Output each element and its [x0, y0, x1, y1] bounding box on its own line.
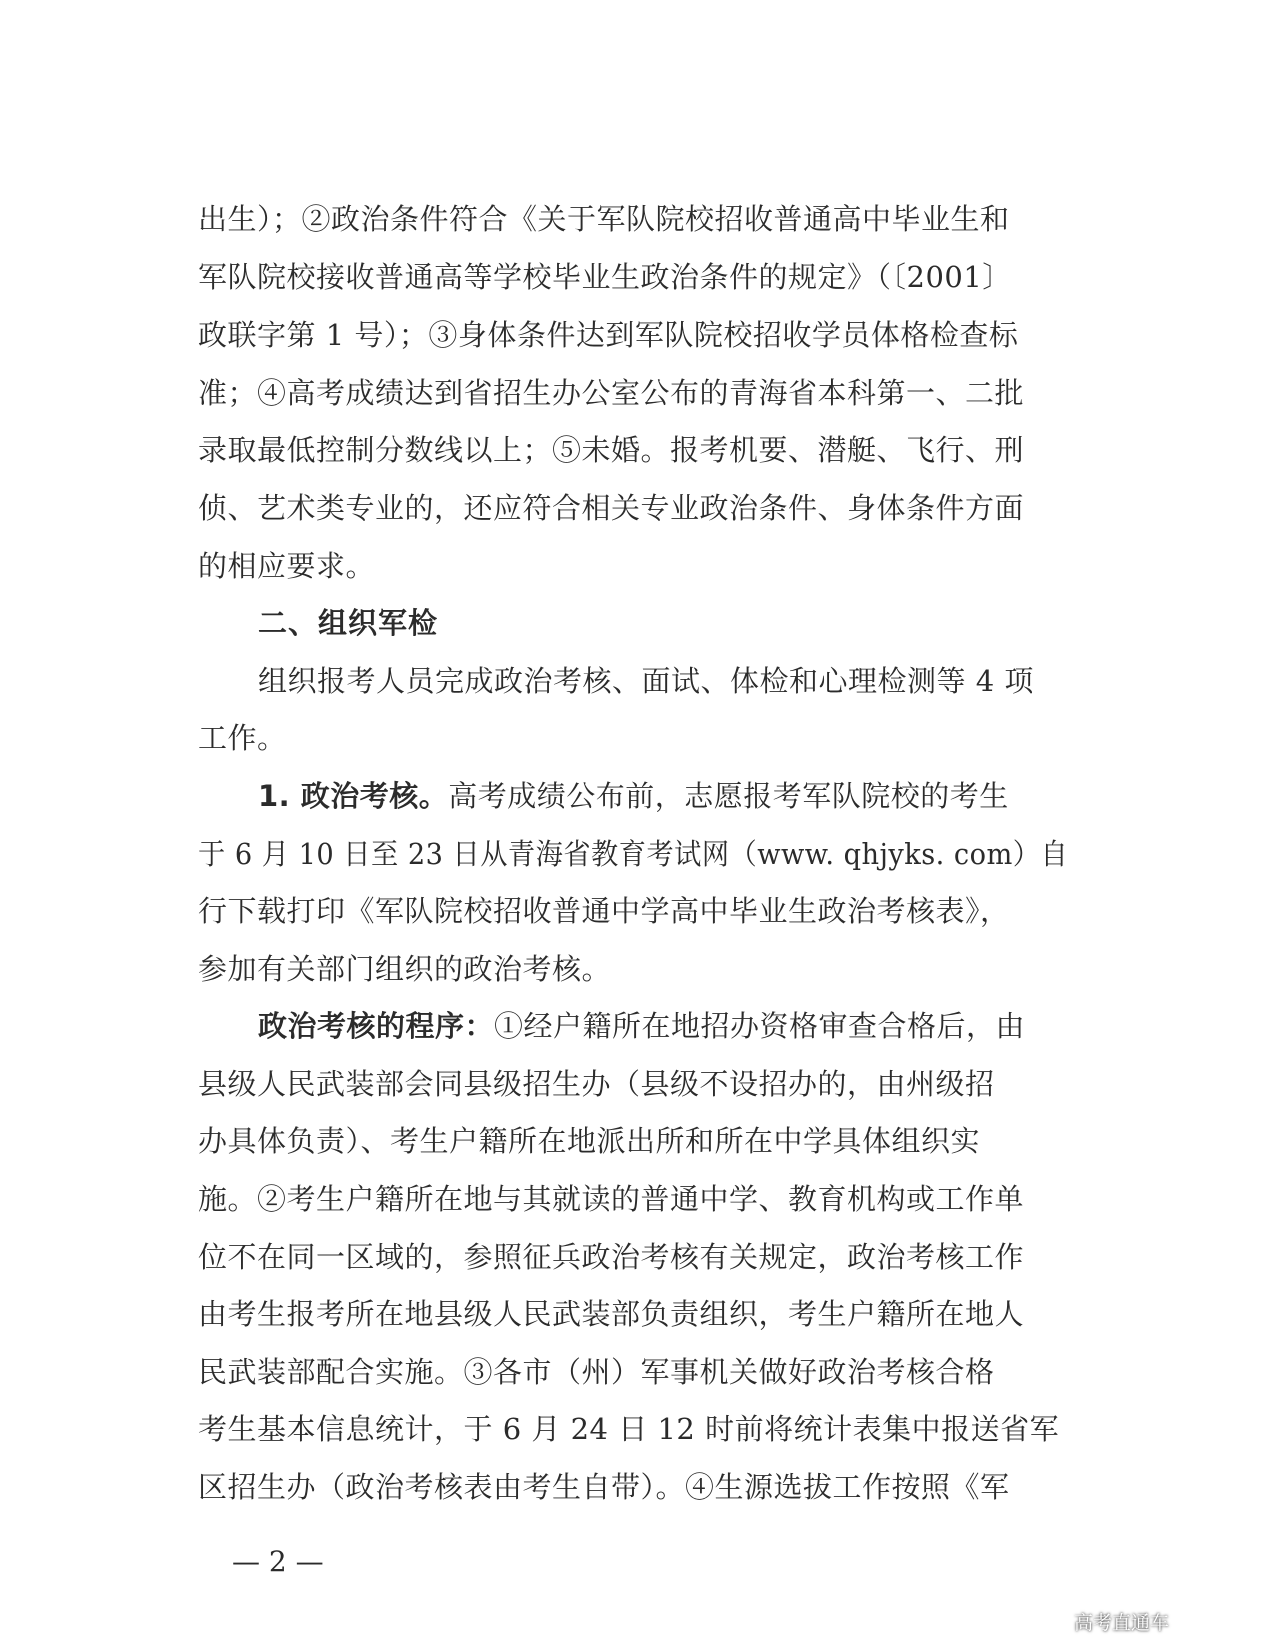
- line-text: ①经户籍所在地招办资格审查合格后，由: [494, 1009, 1026, 1043]
- body-line-21: [198, 1352, 1068, 1392]
- body-line-4: [198, 373, 1068, 413]
- line-text: 高考成绩公布前，志愿报考军队院校的考生: [448, 779, 1009, 813]
- page-number: — 2 —: [232, 1545, 324, 1578]
- body-line-7: [198, 546, 1068, 586]
- line-text: 军队院校接收普通高等学校毕业生政治条件的规定》（〔2001〕: [198, 260, 1012, 294]
- line-text: 录取最低控制分数线以上；⑤未婚。报考机要、潜艇、飞行、刑: [198, 433, 1025, 467]
- line-text: 侦、艺术类专业的，还应符合相关专业政治条件、身体条件方面: [198, 491, 1025, 525]
- line-text: 的相应要求。: [198, 549, 376, 583]
- body-line-23: [198, 1467, 1068, 1507]
- body-line-10: [198, 718, 1068, 758]
- body-line-3: [198, 315, 1068, 355]
- subheading-lead: 1. 政治考核。: [258, 779, 449, 813]
- body-line-20: [198, 1294, 1068, 1334]
- watermark-label: 高考直通车: [1074, 1612, 1170, 1634]
- line-text: 施。②考生户籍所在地与其就读的普通中学、教育机构或工作单: [198, 1182, 1025, 1216]
- line-text: 组织报考人员完成政治考核、面试、体检和心理检测等 4 项: [258, 664, 1034, 698]
- line-text: 于 6 月 10 日至 23 日从青海省教育考试网（www. qhjyks. com）自: [198, 837, 1069, 871]
- line-text: 政联字第 1 号）；③身体条件达到军队院校招收学员体格检查标: [198, 318, 1019, 352]
- line-text: 准；④高考成绩达到省招生办公室公布的青海省本科第一、二批: [198, 376, 1025, 410]
- line-text: 县级人民武装部会同县级招生办（县级不设招办的，由州级招: [198, 1067, 995, 1101]
- body-line-16: [198, 1064, 1068, 1104]
- body-line-2: [198, 257, 1068, 297]
- body-line-19: [198, 1237, 1068, 1277]
- section-heading: [258, 603, 1068, 643]
- line-text: 民武装部配合实施。③各市（州）军事机关做好政治考核合格: [198, 1355, 995, 1389]
- body-line-11: [258, 776, 1068, 816]
- line-text: 区招生办（政治考核表由考生自带）。④生源选拔工作按照《军: [198, 1470, 1010, 1504]
- body-line-22: [198, 1409, 1068, 1449]
- body-line-6: [198, 488, 1068, 528]
- body-line-1: [198, 199, 1068, 239]
- line-text: 行下载打印《军队院校招收普通中学高中毕业生政治考核表》，: [198, 894, 1010, 928]
- body-line-5: [198, 430, 1068, 470]
- body-line-15: [258, 1006, 1068, 1046]
- body-line-13: [198, 891, 1068, 931]
- line-text: 由考生报考所在地县级人民武装部负责组织，考生户籍所在地人: [198, 1297, 1025, 1331]
- body-line-18: [198, 1179, 1068, 1219]
- line-text: 办具体负责）、考生户籍所在地派出所和所在中学具体组织实: [198, 1124, 981, 1158]
- line-text: 参加有关部门组织的政治考核。: [198, 952, 612, 986]
- heading-text: 二、组织军检: [258, 606, 439, 640]
- body-line-17: [198, 1121, 1068, 1161]
- body-line-9: [258, 661, 1068, 701]
- body-line-14: [198, 949, 1068, 989]
- body-line-12: [198, 834, 1069, 874]
- line-text: 工作。: [198, 721, 287, 755]
- subheading-lead: 政治考核的程序：: [258, 1009, 495, 1043]
- line-text: 考生基本信息统计，于 6 月 24 日 12 时前将统计表集中报送省军: [198, 1412, 1060, 1446]
- line-text: 位不在同一区域的，参照征兵政治考核有关规定，政治考核工作: [198, 1240, 1025, 1274]
- line-text: 出生）；②政治条件符合《关于军队院校招收普通高中毕业生和: [198, 202, 1010, 236]
